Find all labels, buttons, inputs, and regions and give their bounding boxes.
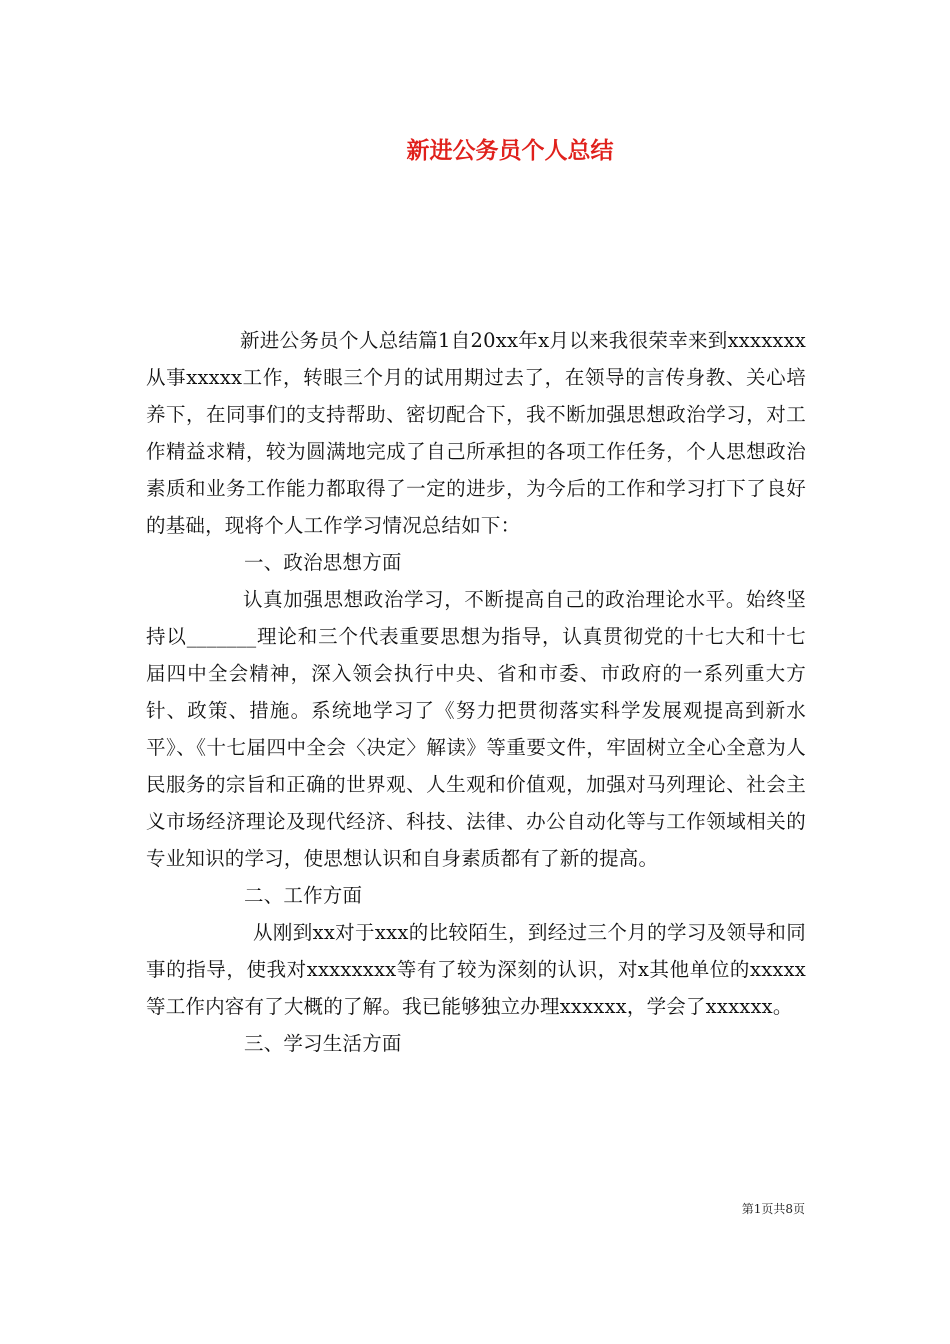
- work-paragraph: 从刚到xx对于xxx的比较陌生，到经过三个月的学习及领导和同事的指导，使我对xxxxxxxx等有了较为深刻的认识，对x其他单位的xxxxx等工作内容有了大概的了解。我已能够独立办理xxxxxx，学会了xxxxxx。: [146, 921, 806, 1018]
- intro-paragraph: 新进公务员个人总结篇1自20xx年x月以来我很荣幸来到xxxxxxx从事xxxxx工作，转眼三个月的试用期过去了，在领导的言传身教、关心培养下，在同事们的支持帮助、密切配合下，我不断加强思想政治学习，对工作精益求精，较为圆满地完成了自己所承担的各项工作任务，个人思想政治素质和业务工作能力都取得了一定的进步，为今后的工作和学习打下了良好的基础，现将个人工作学习情况总结如下：: [146, 329, 806, 537]
- document-body: [146, 322, 806, 1062]
- page-number: 第1页共8页: [741, 1202, 805, 1216]
- section-heading-work: 二、工作方面: [244, 884, 363, 907]
- politics-paragraph: 认真加强思想政治学习，不断提高自己的政治理论水平。始终坚持以_______理论和三个代表重要思想为指导，认真贯彻党的十七大和十七届四中全会精神，深入领会执行中央、省和市委、市政府的一系列重大方针、政策、措施。系统地学习了《努力把贯彻落实科学发展观提高到新水平》、《十七届四中全会〈决定〉解读》等重要文件，牢固树立全心全意为人民服务的宗旨和正确的世界观、人生观和价值观，加强对马列理论、社会主义市场经济理论及现代经济、科技、法律、办公自动化等与工作领域相关的专业知识的学习，使思想认识和自身素质都有了新的提高。: [146, 588, 806, 870]
- section-heading-politics: 一、政治思想方面: [244, 551, 402, 574]
- section-heading-study-life: 三、学习生活方面: [244, 1032, 402, 1055]
- document-title: 新进公务员个人总结: [406, 137, 614, 164]
